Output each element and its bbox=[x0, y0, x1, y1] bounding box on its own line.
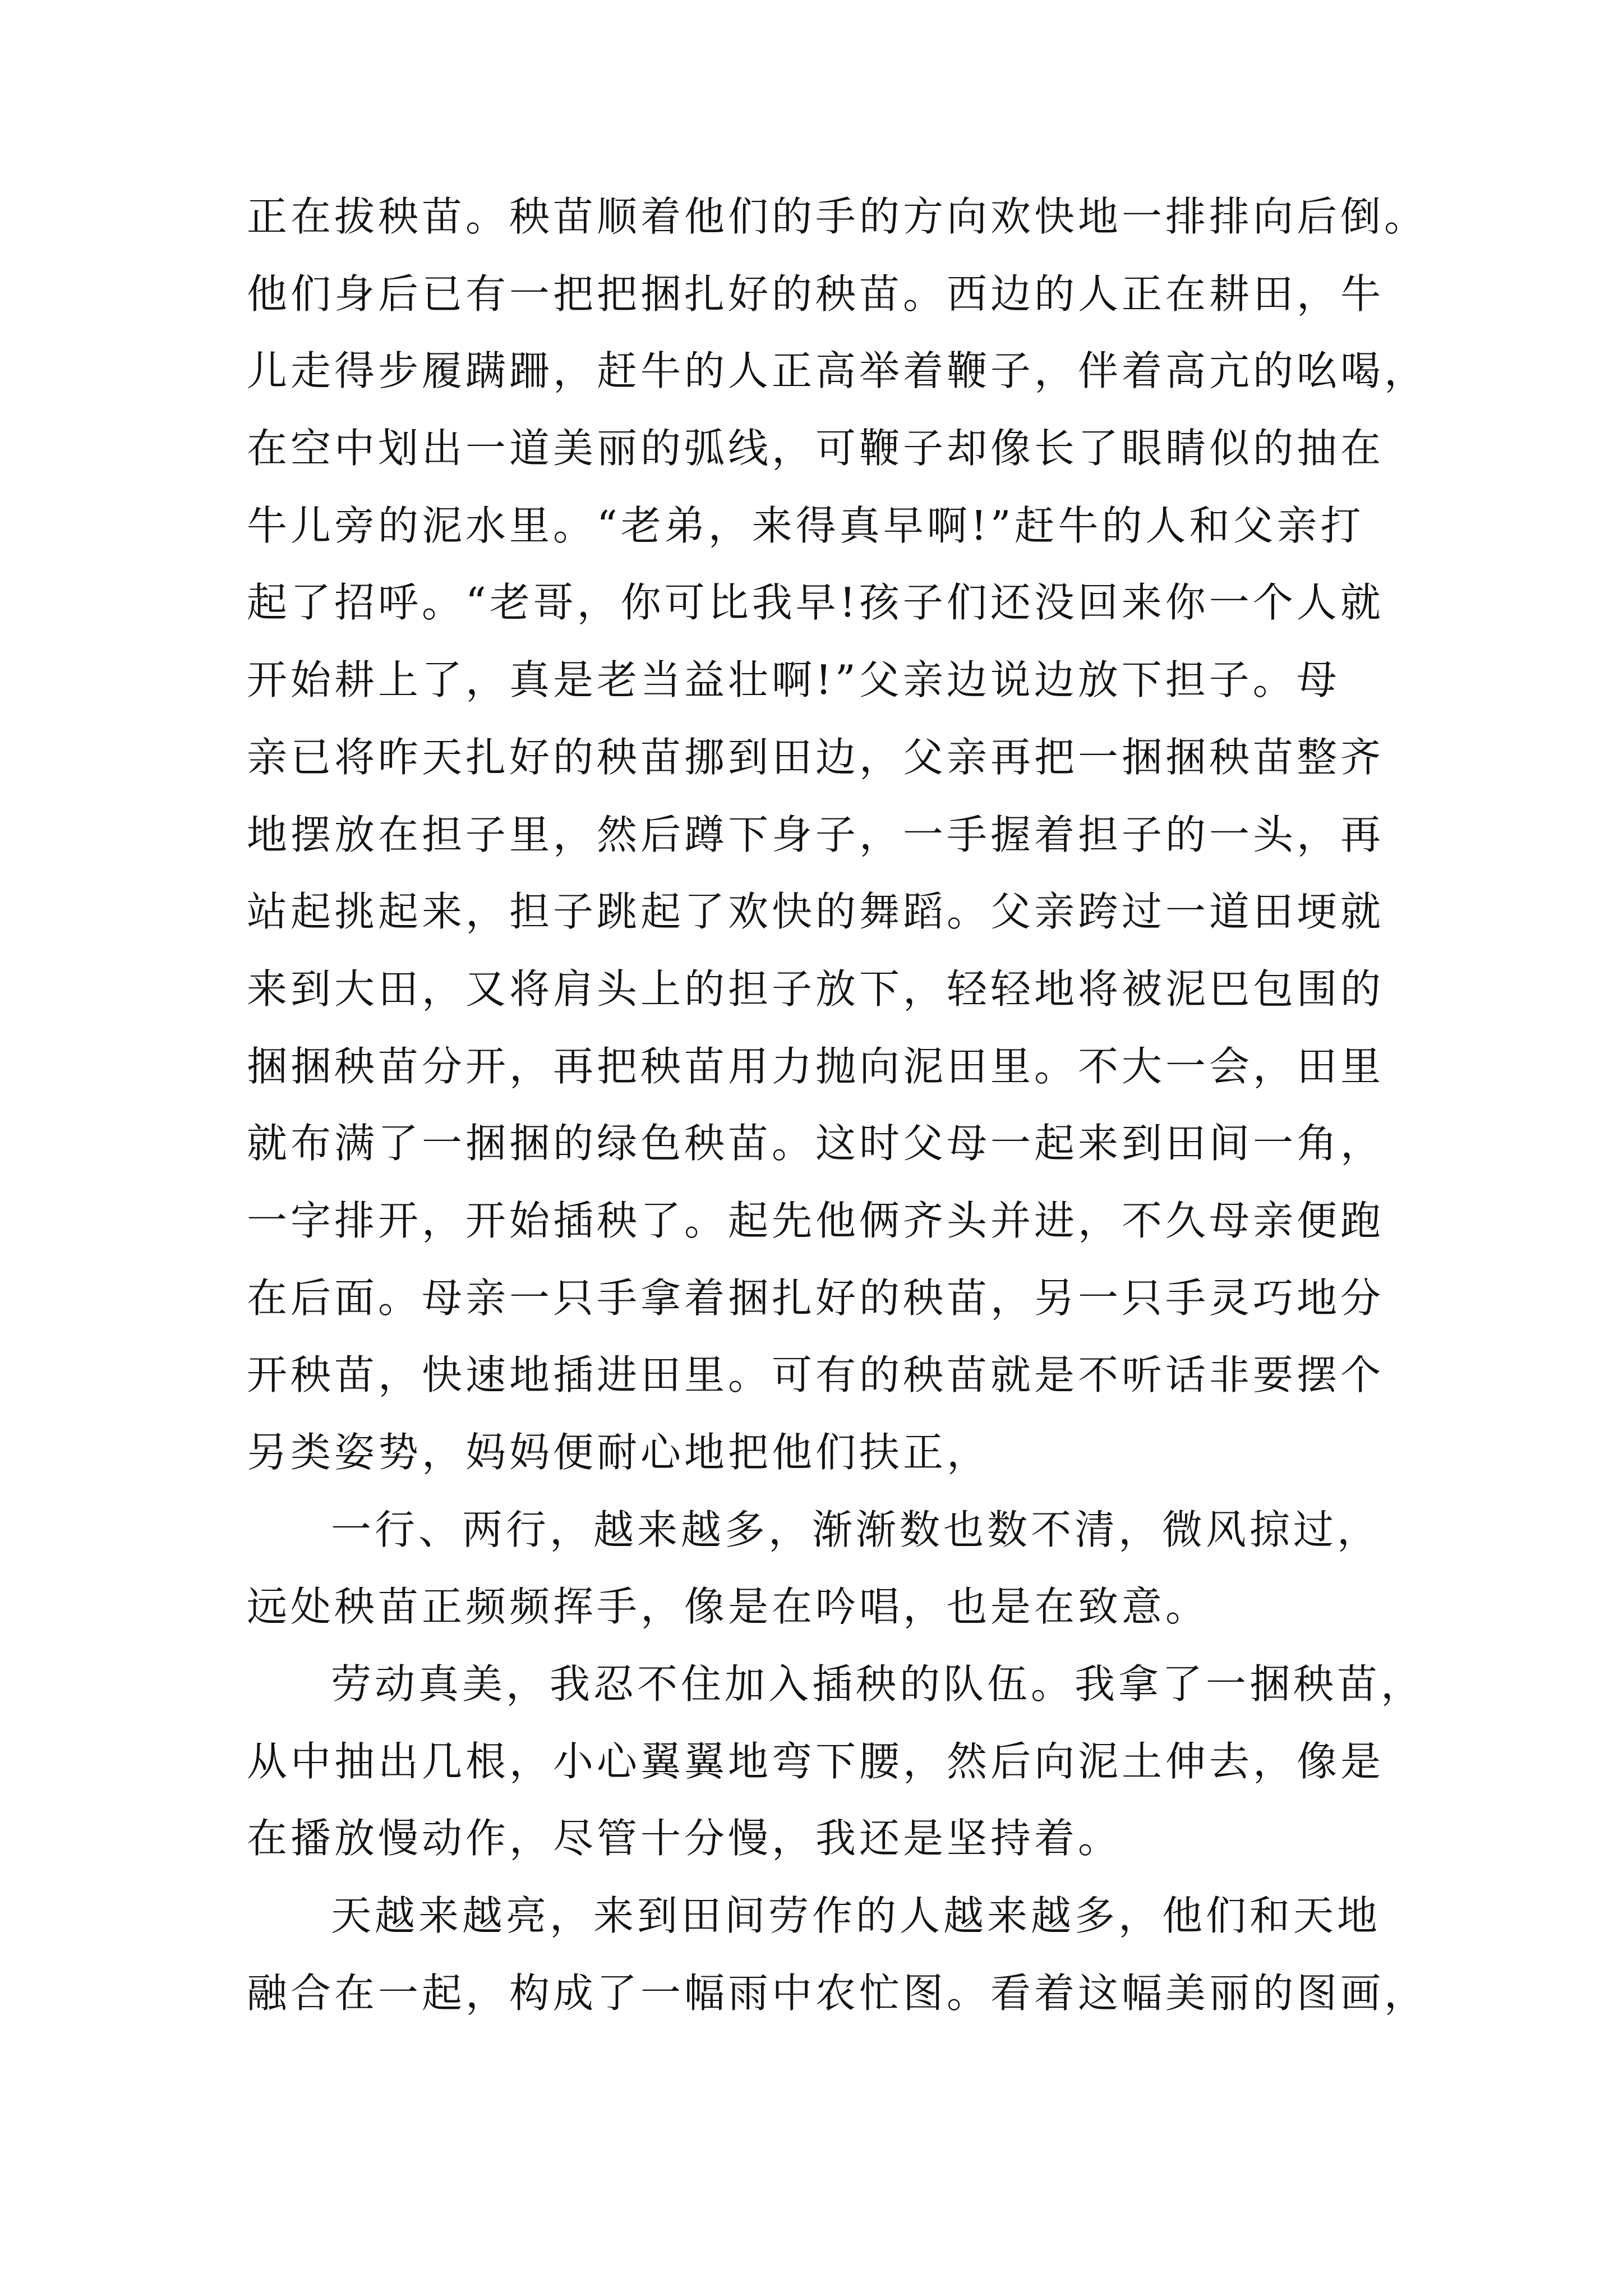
text-line: 儿走得步履蹒跚，赶牛的人正高举着鞭子，伴着高亢的吆喝， bbox=[247, 347, 1428, 395]
text-line: 正在拔秧苗。秧苗顺着他们的手的方向欢快地一排排向后倒。 bbox=[247, 193, 1428, 240]
text-line: 站起挑起来，担子跳起了欢快的舞蹈。父亲跨过一道田埂就 bbox=[247, 888, 1385, 936]
document-body bbox=[247, 178, 1436, 2032]
text-line: 一字排开，开始插秧了。起先他俩齐头并进，不久母亲便跑 bbox=[247, 1197, 1385, 1244]
text-line: 他们身后已有一把把捆扎好的秧苗。西边的人正在耕田，牛 bbox=[247, 270, 1385, 318]
text-line: 融合在一起，构成了一幅雨中农忙图。看着这幅美丽的图画， bbox=[247, 1969, 1428, 2017]
paragraph-first-line: 劳动真美，我忍不住加入插秧的队伍。我拿了一捆秧苗， bbox=[331, 1660, 1425, 1708]
text-line: 来到大田，又将肩头上的担子放下，轻轻地将被泥巴包围的 bbox=[247, 965, 1385, 1013]
text-line: 在空中划出一道美丽的弧线，可鞭子却像长了眼睛似的抽在 bbox=[247, 425, 1385, 472]
text-line: 远处秧苗正频频挥手，像是在吟唱，也是在致意。 bbox=[247, 1583, 1210, 1631]
text-line: 就布满了一捆捆的绿色秧苗。这时父母一起来到田间一角， bbox=[247, 1120, 1385, 1167]
text-line: 开始耕上了，真是老当益壮啊!”父亲边说边放下担子。母 bbox=[247, 656, 1340, 704]
text-line: 地摆放在担子里，然后蹲下身子，一手握着担子的一头，再 bbox=[247, 811, 1385, 858]
text-line: 牛儿旁的泥水里。“老弟，来得真早啊!”赶牛的人和父亲打 bbox=[247, 501, 1364, 549]
paragraph-first-line: 天越来越亮，来到田间劳作的人越来越多，他们和天地 bbox=[331, 1892, 1381, 1940]
text-line: 捆捆秧苗分开，再把秧苗用力抛向泥田里。不大一会，田里 bbox=[247, 1042, 1385, 1090]
text-line: 另类姿势，妈妈便耐心地把他们扶正， bbox=[247, 1429, 991, 1476]
text-line: 亲已将昨天扎好的秧苗挪到田边，父亲再把一捆捆秧苗整齐 bbox=[247, 733, 1385, 781]
text-line: 在播放慢动作，尽管十分慢，我还是坚持着。 bbox=[247, 1815, 1122, 1862]
text-line: 从中抽出几根，小心翼翼地弯下腰，然后向泥土伸去，像是 bbox=[247, 1737, 1385, 1785]
paragraph-first-line: 一行、两行，越来越多，渐渐数也数不清，微风掠过， bbox=[331, 1506, 1381, 1553]
text-line: 起了招呼。“老哥，你可比我早!孩子们还没回来你一个人就 bbox=[247, 579, 1384, 627]
text-line: 在后面。母亲一只手拿着捆扎好的秧苗，另一只手灵巧地分 bbox=[247, 1274, 1385, 1322]
text-line: 开秧苗，快速地插进田里。可有的秧苗就是不听话非要摆个 bbox=[247, 1351, 1385, 1399]
